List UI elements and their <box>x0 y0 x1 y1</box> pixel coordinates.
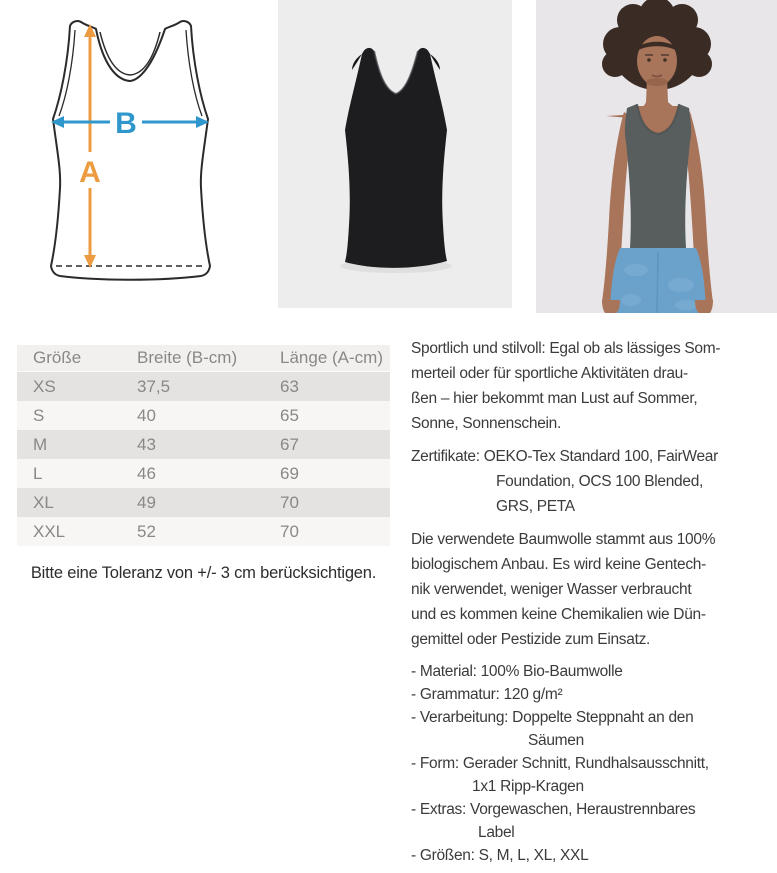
description-line: nik verwendet, weniger Wasser verbraucht <box>411 581 692 598</box>
description-line: Säumen <box>528 732 584 749</box>
description-line: - Grammatur: 120 g/m² <box>411 686 563 703</box>
size-table-cell: 69 <box>280 463 299 483</box>
measure-b-label: B <box>115 107 137 140</box>
size-panel <box>17 345 390 583</box>
model-eye-left <box>647 58 651 62</box>
size-table-cell: 70 <box>280 492 299 512</box>
size-table-cell: 70 <box>280 521 299 541</box>
description-line: Sonne, Sonnenschein. <box>411 415 561 432</box>
description-line: - Verarbeitung: Doppelte Steppnaht an den <box>411 709 694 726</box>
model-illustration <box>536 0 777 313</box>
model-photo-grey-tank <box>536 0 777 313</box>
product-description <box>411 336 777 873</box>
description-line: gemittel oder Pestizide zum Einsatz. <box>411 631 651 648</box>
description-line: - Extras: Vorgewaschen, Heraustrennbares <box>411 801 696 818</box>
size-table-row <box>17 430 390 459</box>
description-line: Label <box>478 824 515 841</box>
size-table-cell: 49 <box>137 492 156 512</box>
description-line: und es kommen keine Chemikalien wie Dün- <box>411 606 706 623</box>
size-table-row <box>17 459 390 488</box>
black-tank-top-illustration <box>278 0 512 308</box>
size-table <box>17 345 390 546</box>
description-paragraph <box>411 527 777 652</box>
description-line: - Material: 100% Bio-Baumwolle <box>411 663 623 680</box>
size-table-cell: 52 <box>137 521 156 541</box>
size-table-cell: 46 <box>137 463 156 483</box>
size-table-cell: L <box>33 463 43 483</box>
size-table-header-cell: Breite (B-cm) <box>121 345 264 372</box>
size-table-cell: 37,5 <box>137 376 171 396</box>
model-eye-right <box>663 58 667 62</box>
description-line: 1x1 Ripp-Kragen <box>472 778 584 795</box>
measure-a-label: A <box>79 156 101 189</box>
description-line: ßen – hier bekommt man Lust auf Sommer, <box>411 390 698 407</box>
size-table-body <box>17 372 390 547</box>
size-table-row <box>17 401 390 430</box>
description-line: Die verwendete Baumwolle stammt aus 100% <box>411 531 716 548</box>
tolerance-note: Bitte eine Toleranz von +/- 3 cm berücksichtigen. <box>30 564 377 582</box>
size-table-cell: 65 <box>280 405 299 425</box>
description-line: Foundation, OCS 100 Blended, <box>496 473 704 490</box>
size-table-row <box>17 372 390 402</box>
description-line: Zertifikate: OEKO-Tex Standard 100, FairWear <box>411 448 718 465</box>
size-diagram-panel <box>0 0 260 310</box>
description-paragraph <box>411 336 777 436</box>
product-photo-black-tank <box>278 0 512 308</box>
description-line: merteil oder für sportliche Aktivitäten drau- <box>411 365 688 382</box>
description-line: - Größen: S, M, L, XL, XXL <box>411 847 589 864</box>
size-table-cell: 40 <box>137 405 156 425</box>
black-tank-body <box>345 48 447 268</box>
description-line: - Form: Gerader Schnitt, Rundhalsausschnitt, <box>411 755 709 772</box>
size-table-row <box>17 488 390 517</box>
size-table-cell: XS <box>33 376 56 396</box>
description-paragraph <box>411 444 777 519</box>
size-table-header-row <box>17 345 390 372</box>
size-table-cell: M <box>33 434 48 454</box>
description-line: GRS, PETA <box>496 498 575 515</box>
description-paragraph <box>411 660 777 867</box>
size-table-cell: 63 <box>280 376 299 396</box>
size-table-row <box>17 517 390 546</box>
description-line: biologischem Anbau. Es wird keine Gentech- <box>411 556 706 573</box>
size-table-header-cell: Länge (A-cm) <box>264 345 390 372</box>
tank-outline <box>51 21 210 280</box>
description-line: Sportlich und stilvoll: Egal ob als lässiges Som- <box>411 340 721 357</box>
size-table-cell: XL <box>33 492 54 512</box>
size-table-cell: 67 <box>280 434 299 454</box>
model-neck-shadow <box>646 78 668 86</box>
size-diagram-illustration <box>0 0 260 310</box>
size-table-cell: XXL <box>33 521 66 541</box>
size-table-cell: 43 <box>137 434 156 454</box>
size-table-header-cell: Größe <box>17 345 121 372</box>
model-jeans-seam <box>657 252 658 313</box>
size-table-cell: S <box>33 405 45 425</box>
